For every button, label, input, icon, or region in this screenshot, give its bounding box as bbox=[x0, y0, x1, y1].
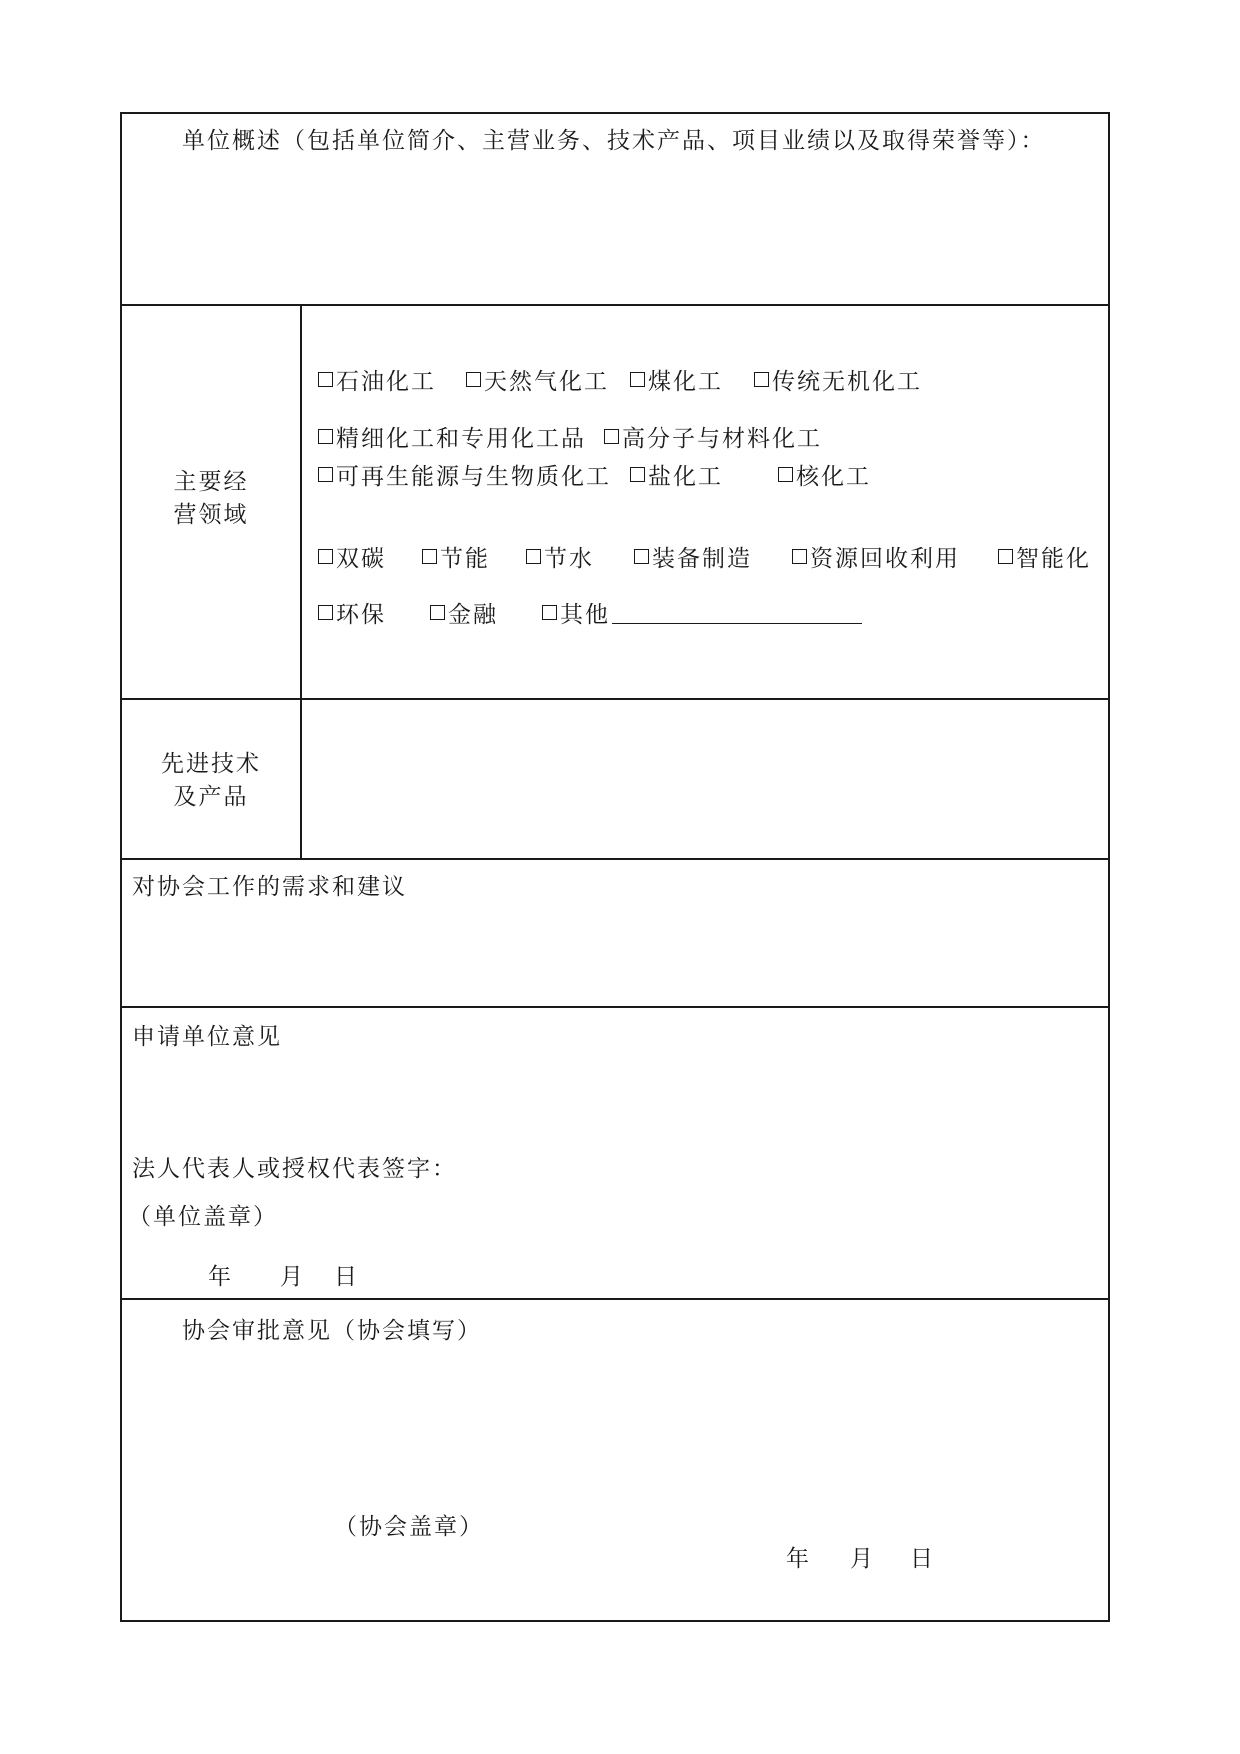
checkbox-square-icon[interactable] bbox=[318, 467, 333, 482]
checkbox-option-10[interactable] bbox=[318, 540, 386, 573]
other-fill-in-line[interactable] bbox=[612, 601, 862, 624]
checkbox-square-icon[interactable] bbox=[630, 467, 645, 482]
checkbox-label: 煤化工 bbox=[648, 369, 723, 395]
checkbox-label: 核化工 bbox=[796, 464, 871, 490]
checkbox-option-14[interactable] bbox=[792, 540, 960, 573]
checkbox-option-5[interactable] bbox=[318, 420, 586, 453]
association-date-day: 日 bbox=[910, 1546, 935, 1572]
tech-label bbox=[122, 748, 300, 814]
checkbox-square-icon[interactable] bbox=[318, 605, 333, 620]
checkbox-option-16[interactable] bbox=[318, 596, 386, 629]
checkbox-option-8[interactable] bbox=[630, 458, 723, 491]
checkbox-label: 高分子与材料化工 bbox=[622, 426, 822, 452]
checkbox-option-1[interactable] bbox=[318, 363, 436, 396]
checkbox-label: 装备制造 bbox=[652, 546, 752, 572]
checkbox-label: 可再生能源与生物质化工 bbox=[336, 464, 611, 490]
checkbox-square-icon[interactable] bbox=[998, 549, 1013, 564]
divider-suggestions bbox=[122, 1006, 1108, 1008]
checkbox-option-13[interactable] bbox=[634, 540, 752, 573]
checkbox-square-icon[interactable] bbox=[430, 605, 445, 620]
association-date-month: 月 bbox=[850, 1546, 875, 1572]
checkbox-label: 盐化工 bbox=[648, 464, 723, 490]
applicant-label: 申请单位意见 bbox=[132, 1024, 282, 1050]
checkbox-square-icon[interactable] bbox=[422, 549, 437, 564]
suggestions-input-area[interactable] bbox=[122, 908, 1108, 1002]
checkbox-square-icon[interactable] bbox=[318, 549, 333, 564]
checkbox-option-11[interactable] bbox=[422, 540, 490, 573]
checkbox-square-icon[interactable] bbox=[634, 549, 649, 564]
checkbox-square-icon[interactable] bbox=[542, 605, 557, 620]
business-label-line1: 主要经 bbox=[173, 469, 249, 495]
association-label: 协会审批意见（协会填写） bbox=[182, 1318, 482, 1344]
checkbox-option-4[interactable] bbox=[754, 363, 922, 396]
checkbox-square-icon[interactable] bbox=[754, 372, 769, 387]
checkbox-label: 传统无机化工 bbox=[772, 369, 922, 395]
checkbox-label: 智能化 bbox=[1016, 546, 1091, 572]
checkbox-option-12[interactable] bbox=[526, 540, 594, 573]
checkbox-square-icon[interactable] bbox=[778, 467, 793, 482]
checkbox-label: 环保 bbox=[336, 602, 386, 628]
tech-label-line2: 及产品 bbox=[173, 784, 249, 810]
checkbox-square-icon[interactable] bbox=[630, 372, 645, 387]
checkbox-option-2[interactable] bbox=[466, 363, 609, 396]
applicant-seal-label: （单位盖章） bbox=[128, 1204, 278, 1230]
checkbox-label: 天然气化工 bbox=[484, 369, 609, 395]
checkbox-option-6[interactable] bbox=[604, 420, 822, 453]
applicant-date-day: 日 bbox=[334, 1264, 359, 1290]
applicant-date-month: 月 bbox=[280, 1264, 305, 1290]
checkbox-square-icon[interactable] bbox=[604, 429, 619, 444]
tech-input-area[interactable] bbox=[302, 700, 1108, 856]
overview-input-area[interactable] bbox=[122, 162, 1108, 302]
checkbox-option-3[interactable] bbox=[630, 363, 723, 396]
checkbox-option-15[interactable] bbox=[998, 540, 1091, 573]
business-label bbox=[122, 466, 300, 532]
divider-applicant bbox=[122, 1298, 1108, 1300]
checkbox-label: 精细化工和专用化工品 bbox=[336, 426, 586, 452]
signature-label: 法人代表人或授权代表签字： bbox=[132, 1156, 457, 1182]
checkbox-option-9[interactable] bbox=[778, 458, 871, 491]
divider-overview bbox=[122, 304, 1108, 306]
checkbox-label: 金融 bbox=[448, 602, 498, 628]
checkbox-square-icon[interactable] bbox=[526, 549, 541, 564]
checkbox-label: 其他 bbox=[560, 602, 610, 628]
checkbox-label: 石油化工 bbox=[336, 369, 436, 395]
checkbox-square-icon[interactable] bbox=[466, 372, 481, 387]
checkbox-label: 节水 bbox=[544, 546, 594, 572]
suggestions-label: 对协会工作的需求和建议 bbox=[132, 874, 407, 900]
checkbox-label: 节能 bbox=[440, 546, 490, 572]
overview-label: 单位概述（包括单位简介、主营业务、技术产品、项目业绩以及取得荣誉等）： bbox=[182, 128, 1046, 154]
checkbox-option-18[interactable] bbox=[542, 596, 862, 629]
applicant-date-year: 年 bbox=[208, 1264, 233, 1290]
association-seal-label: （协会盖章） bbox=[334, 1514, 484, 1540]
business-label-line2: 营领域 bbox=[173, 502, 249, 528]
checkbox-label: 资源回收利用 bbox=[810, 546, 960, 572]
checkbox-option-17[interactable] bbox=[430, 596, 498, 629]
checkbox-square-icon[interactable] bbox=[318, 429, 333, 444]
checkbox-square-icon[interactable] bbox=[318, 372, 333, 387]
checkbox-option-7[interactable] bbox=[318, 458, 611, 491]
form-table bbox=[120, 112, 1110, 1622]
association-date-year: 年 bbox=[786, 1546, 811, 1572]
tech-label-line1: 先进技术 bbox=[161, 751, 261, 777]
checkbox-label: 双碳 bbox=[336, 546, 386, 572]
divider-tech bbox=[122, 858, 1108, 860]
checkbox-square-icon[interactable] bbox=[792, 549, 807, 564]
